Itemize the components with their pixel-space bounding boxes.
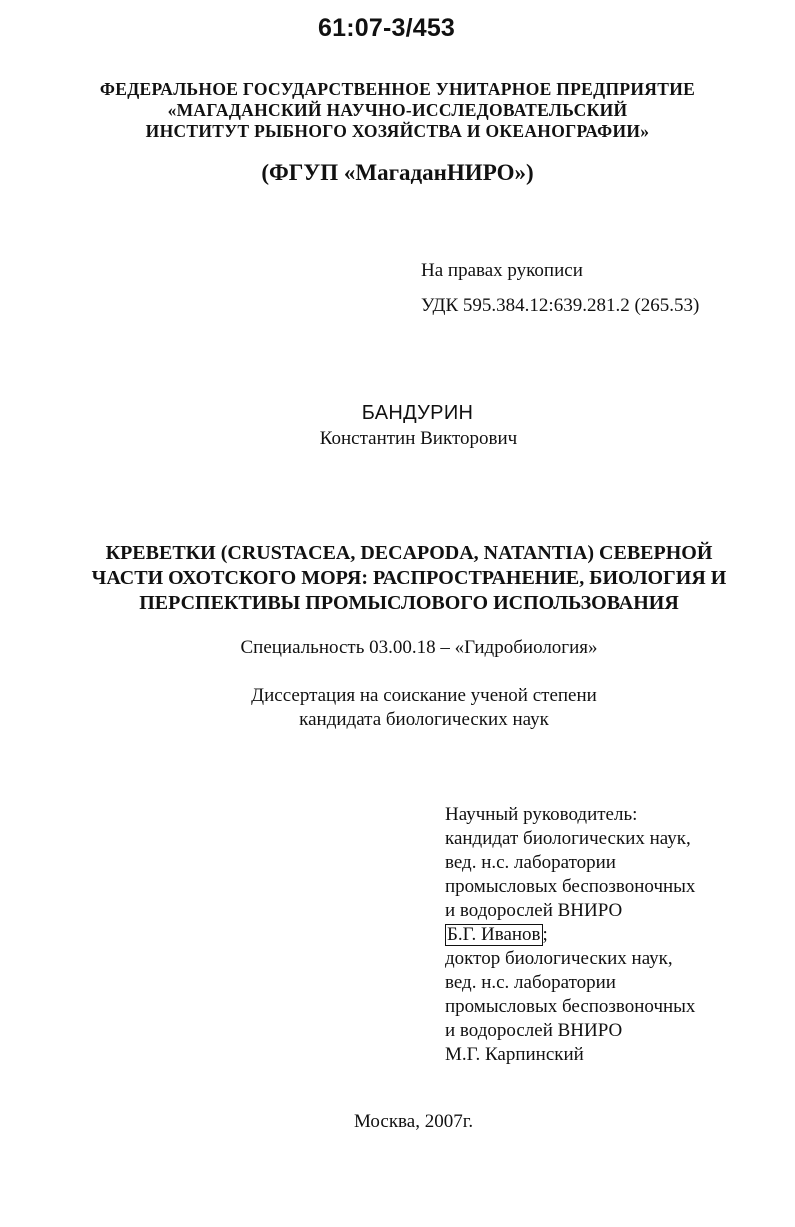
- specialty: Специальность 03.00.18 – «Гидробиология»: [240, 637, 598, 658]
- organization-line-1: ФЕДЕРАЛЬНОЕ ГОСУДАРСТВЕННОЕ УНИТАРНОЕ ПРЕДПРИЯТИЕ: [99, 79, 696, 99]
- archive-code: 61:07-3/453: [318, 14, 456, 42]
- supervisor-1-name-row: [445, 923, 695, 947]
- dissertation-title: [0, 541, 795, 616]
- supervisor-2-lab-line-2: и водорослей ВНИРО: [445, 1020, 623, 1041]
- degree-block: [0, 684, 795, 732]
- supervisor-1-name-suffix: ;: [542, 924, 548, 945]
- supervisor-2-degree: доктор биологических наук,: [445, 948, 673, 969]
- place-and-year: Москва, 2007г.: [354, 1111, 474, 1132]
- supervisor-2-name: М.Г. Карпинский: [445, 1044, 584, 1065]
- udc-code: УДК 595.384.12:639.281.2 (265.53): [421, 295, 700, 316]
- supervisors-block: [445, 803, 695, 1067]
- organization-line-3: ИНСТИТУТ РЫБНОГО ХОЗЯЙСТВА И ОКЕАНОГРАФИИ»: [145, 121, 650, 141]
- degree-line-2: кандидата биологических наук: [299, 709, 549, 730]
- manuscript-note: На правах рукописи: [421, 260, 583, 281]
- supervisor-1-position: вед. н.с. лаборатории: [445, 852, 616, 873]
- title-line-2: ЧАСТИ ОХОТСКОГО МОРЯ: РАСПРОСТРАНЕНИЕ, БИОЛОГИЯ И: [91, 567, 727, 589]
- author-surname: БАНДУРИН: [361, 402, 474, 424]
- supervisor-2-lab-line-1: промысловых беспозвоночных: [445, 996, 696, 1017]
- rights-block: [421, 259, 699, 329]
- degree-line-1: Диссертация на соискание ученой степени: [251, 685, 597, 706]
- supervisor-1-degree: кандидат биологических наук,: [445, 828, 691, 849]
- author-block: [0, 400, 795, 452]
- title-line-1: КРЕВЕТКИ (CRUSTACEA, DECAPODA, NATANTIA) СЕВЕРНОЙ: [105, 542, 713, 564]
- supervisor-1-lab-line-1: промысловых беспозвоночных: [445, 876, 696, 897]
- supervisor-heading: Научный руководитель:: [445, 804, 638, 825]
- supervisor-1-lab-line-2: и водорослей ВНИРО: [445, 900, 623, 921]
- supervisor-1-name: Б.Г. Иванов: [447, 924, 541, 945]
- organization-line-2: «МАГАДАНСКИЙ НАУЧНО-ИССЛЕДОВАТЕЛЬСКИЙ: [167, 100, 628, 120]
- author-given-names: Константин Викторович: [319, 428, 518, 449]
- supervisor-2-position: вед. н.с. лаборатории: [445, 972, 616, 993]
- organization-short-name: (ФГУП «МагаданНИРО»): [261, 160, 534, 185]
- organization-name: [0, 79, 795, 142]
- title-line-3: ПЕРСПЕКТИВЫ ПРОМЫСЛОВОГО ИСПОЛЬЗОВАНИЯ: [139, 592, 679, 614]
